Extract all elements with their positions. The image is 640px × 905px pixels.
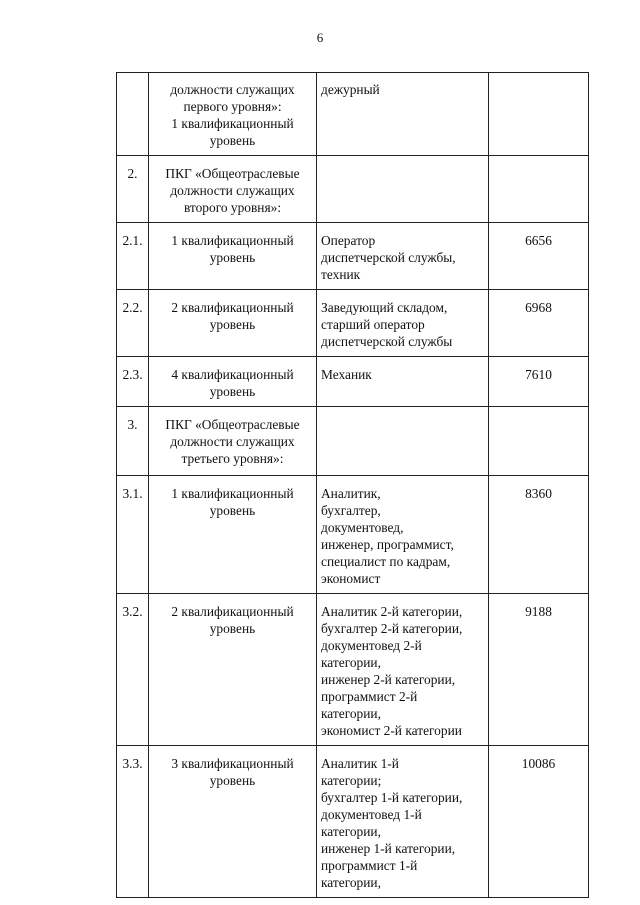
position-line: бухгалтер 1-й категории,	[321, 790, 463, 805]
qualification-cell	[149, 73, 317, 156]
positions-cell	[317, 357, 489, 407]
positions-cell	[317, 476, 489, 594]
position-line: программист 1-й	[321, 858, 418, 873]
position-line: Оператор	[321, 233, 376, 248]
qualification-cell	[149, 746, 317, 898]
qualification-line: 2 квалификационный	[171, 604, 294, 619]
table-row	[117, 407, 589, 476]
qualification-cell	[149, 594, 317, 746]
row-number-cell: 3.2.	[117, 594, 149, 746]
qualification-cell	[149, 407, 317, 476]
position-line: Заведующий складом,	[321, 300, 448, 315]
position-line: категории,	[321, 655, 381, 670]
position-line: инженер 2-й категории,	[321, 672, 456, 687]
salary-cell: 6656	[489, 223, 589, 290]
row-number-cell	[117, 73, 149, 156]
position-line: экономист 2-й категории	[321, 723, 462, 738]
qualification-line: ПКГ «Общеотраслевые	[165, 417, 300, 432]
page-number: 6	[316, 30, 324, 45]
position-line: бухгалтер 2-й категории,	[321, 621, 463, 636]
qualification-cell	[149, 290, 317, 357]
position-line: категории,	[321, 875, 381, 890]
table-row	[117, 594, 589, 746]
qualification-line: 1 квалификационный	[171, 116, 294, 131]
salary-table	[116, 72, 589, 898]
qualification-cell	[149, 476, 317, 594]
qualification-line: уровень	[209, 773, 256, 788]
position-line: Аналитик 2-й категории,	[321, 604, 463, 619]
qualification-line: 2 квалификационный	[171, 300, 294, 315]
qualification-line: уровень	[209, 133, 256, 148]
position-line: категории;	[321, 773, 382, 788]
qualification-line: должности служащих	[170, 183, 295, 198]
table-row	[117, 223, 589, 290]
qualification-line: 3 квалификационный	[171, 756, 294, 771]
positions-cell	[317, 594, 489, 746]
row-number-cell: 2.3.	[117, 357, 149, 407]
qualification-line: уровень	[209, 503, 256, 518]
qualification-cell	[149, 357, 317, 407]
position-line: инженер, программист,	[321, 537, 454, 552]
row-number-cell: 2.1.	[117, 223, 149, 290]
qualification-line: уровень	[209, 621, 256, 636]
row-number-cell: 3.1.	[117, 476, 149, 594]
positions-cell	[317, 290, 489, 357]
position-line: документовед 2-й	[321, 638, 422, 653]
qualification-line: ПКГ «Общеотраслевые	[165, 166, 300, 181]
position-line: специалист по кадрам,	[321, 554, 451, 569]
position-line: инженер 1-й категории,	[321, 841, 456, 856]
table-row	[117, 156, 589, 223]
qualification-line: должности служащих	[170, 434, 295, 449]
position-line: Аналитик 1-й	[321, 756, 399, 771]
salary-cell	[489, 73, 589, 156]
position-line: старший оператор	[321, 317, 425, 332]
positions-cell	[317, 746, 489, 898]
qualification-line: 4 квалификационный	[171, 367, 294, 382]
position-line: дежурный	[321, 82, 380, 97]
salary-cell: 10086	[489, 746, 589, 898]
qualification-line: должности служащих	[170, 82, 295, 97]
qualification-line: 1 квалификационный	[171, 233, 294, 248]
row-number-cell: 2.2.	[117, 290, 149, 357]
positions-cell	[317, 73, 489, 156]
position-line: Механик	[321, 367, 372, 382]
row-number-cell: 3.3.	[117, 746, 149, 898]
position-line: бухгалтер,	[321, 503, 381, 518]
qualification-line: 1 квалификационный	[171, 486, 294, 501]
qualification-line: уровень	[209, 250, 256, 265]
position-line: Аналитик,	[321, 486, 381, 501]
position-line: документовед 1-й	[321, 807, 422, 822]
salary-cell: 7610	[489, 357, 589, 407]
qualification-line: первого уровня»:	[183, 99, 282, 114]
position-line: техник	[321, 267, 361, 282]
salary-cell: 9188	[489, 594, 589, 746]
qualification-cell	[149, 156, 317, 223]
table-row	[117, 290, 589, 357]
qualification-line: уровень	[209, 317, 256, 332]
position-line: категории,	[321, 706, 381, 721]
table-row	[117, 476, 589, 594]
positions-cell	[317, 407, 489, 476]
position-line: категории,	[321, 824, 381, 839]
position-line: диспетчерской службы	[321, 334, 453, 349]
salary-cell: 8360	[489, 476, 589, 594]
qualification-cell	[149, 223, 317, 290]
qualification-line: второго уровня»:	[183, 200, 282, 215]
table-row	[117, 357, 589, 407]
row-number-cell: 3.	[117, 407, 149, 476]
table-row	[117, 746, 589, 898]
qualification-line: уровень	[209, 384, 256, 399]
position-line: документовед,	[321, 520, 404, 535]
position-line: программист 2-й	[321, 689, 418, 704]
position-line: диспетчерской службы,	[321, 250, 456, 265]
positions-cell	[317, 156, 489, 223]
salary-cell: 6968	[489, 290, 589, 357]
qualification-line: третьего уровня»:	[181, 451, 284, 466]
table-row	[117, 73, 589, 156]
salary-cell	[489, 407, 589, 476]
positions-cell	[317, 223, 489, 290]
salary-cell	[489, 156, 589, 223]
row-number-cell: 2.	[117, 156, 149, 223]
position-line: экономист	[321, 571, 381, 586]
